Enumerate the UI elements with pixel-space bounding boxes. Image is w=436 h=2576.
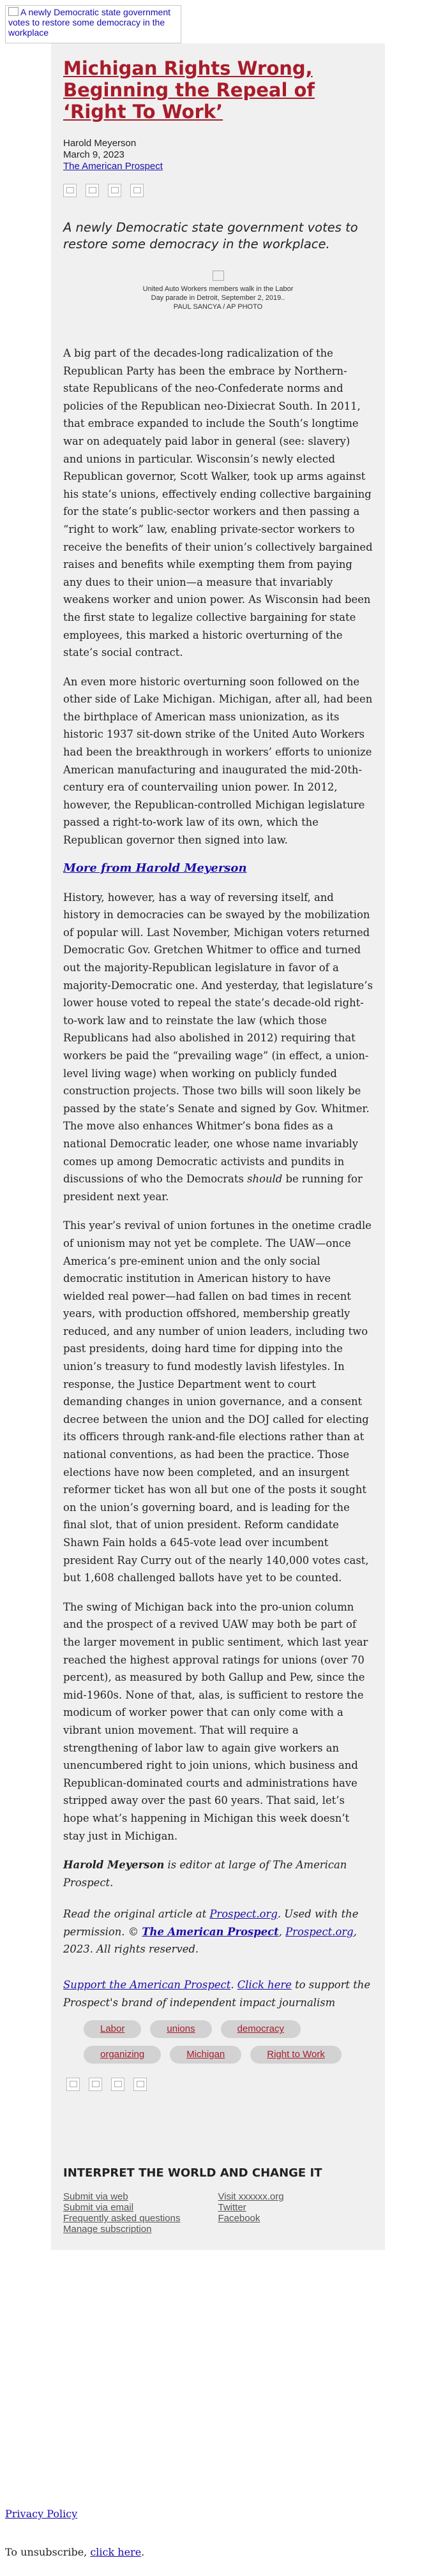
share-icons-bottom bbox=[66, 2078, 373, 2094]
unsubscribe-text: To unsubscribe, bbox=[5, 2546, 91, 2558]
header-image-alt: A newly Democratic state government votes to restore some democracy in the workplace bbox=[8, 7, 170, 38]
click-here-support-link[interactable]: Click here bbox=[237, 1979, 292, 1992]
paragraph: The swing of Michigan back into the pro-union column and the prospect of a revived UAW may both be part of the larger movement in public sentiment, which last year reached the highest approval ratings for unions (over 70 percent), as measured by both Gallup and Pew, since the mid-1960s. None of that, alas, is sufficient to restore the modicum of worker power that can only come with a vibrant union movement. That will require a strengthening of labor law to again give workers an unencumbered right to join unions, which business and Republican-dominated courts and administrations have stripped away over the past 60 years. That said, let’s hope what’s happening in Michigan this week doesn’t stay just in Michigan. bbox=[63, 1600, 368, 1842]
faq-link[interactable]: Frequently asked questions bbox=[63, 2213, 181, 2224]
facebook-link[interactable]: Facebook bbox=[218, 2213, 260, 2224]
image-caption: United Auto Workers members walk in the Labor Day parade in Detroit, September 2, 2019.. PAUL SANCYA / AP PHOTO bbox=[142, 285, 294, 311]
manage-subscription-link[interactable]: Manage subscription bbox=[63, 2224, 152, 2235]
visit-site-link[interactable]: Visit xxxxxx.org bbox=[218, 2191, 284, 2203]
byline bbox=[63, 138, 373, 172]
footer-right-links bbox=[218, 2191, 373, 2235]
paragraph-text: History, however, has a way of reversing itself, and history in democracies can be swayed by the mobilization of popular will. Last November, Michigan voters returned Democratic Gov. Gretchen Whitmer to office and turned out the majority-Republican legislature in favor of a majority-Democratic one. And yesterday, that legislature’s lower house voted to repeal the state’s decade-old right-to-work law and to reinstate the law (which those Republicans had also abolished in 2012) requiring that workers be paid the “prevailing wage” (in effect, a union-level living wage) when working on publicly funded construction projects. Those two bills will soon likely be passed by the state’s Senate and signed by Gov. Whitmer. The move also enhances Whitmer’s bona fides as a national Democratic leader, one whose name invariably comes up among Democratic activists and pundits in discussions of who the bbox=[63, 891, 373, 1186]
orig-pre: Read the original article at bbox=[63, 1908, 210, 1921]
share-twitter-icon[interactable] bbox=[89, 2078, 102, 2091]
article-title[interactable]: Michigan Rights Wrong, Beginning the Repeal of ‘Right To Work’ bbox=[63, 57, 315, 123]
support-note bbox=[63, 1976, 373, 2011]
support-mid: . bbox=[230, 1979, 237, 1992]
tag-organizing[interactable]: organizing bbox=[84, 2046, 161, 2064]
photo-placeholder-icon bbox=[213, 271, 224, 281]
submit-email-link[interactable]: Submit via email bbox=[63, 2202, 134, 2214]
privacy-policy-link[interactable]: Privacy Policy bbox=[5, 2508, 78, 2520]
original-article-note bbox=[63, 1905, 373, 1958]
more-from-author-link[interactable]: More from Harold Meyerson bbox=[63, 861, 247, 875]
american-prospect-link[interactable]: The American Prospect bbox=[142, 1925, 279, 1938]
more-from-author bbox=[63, 861, 373, 876]
unsubscribe-link[interactable]: click here bbox=[90, 2546, 142, 2558]
article-container bbox=[51, 43, 385, 2250]
privacy-policy bbox=[5, 2508, 77, 2520]
tag-right-to-work[interactable]: Right to Work bbox=[250, 2046, 342, 2064]
bio-text: is editor at large of The American Prospect. bbox=[63, 1859, 347, 1889]
paragraph bbox=[63, 889, 373, 1206]
tag-list bbox=[63, 2020, 358, 2064]
article-figure bbox=[142, 271, 295, 311]
share-facebook-icon[interactable] bbox=[66, 2078, 80, 2091]
tag-unions[interactable]: unions bbox=[150, 2020, 211, 2038]
prospect-link[interactable]: Prospect.org bbox=[209, 1908, 278, 1921]
bio-author-name: Harold Meyerson bbox=[63, 1859, 165, 1872]
paragraph: This year’s revival of union fortunes in the onetime cradle of unionism may not yet be complete. The UAW—once America’s pre-eminent union and the only social democratic institution in American history to have wielded real power—had fallen on bad times in recent years, with production offshored, membership greatly reduced, and any number of union leaders, including two past presidents, doing hard time for dipping into the union’s treasury to fund modestly lavish lifestyles. In response, the Justice Department went to court demanding changes in union governance, and a consent decree between the union and the DOJ called for electing its officers through rank-and-file elections rather than at national conventions, as had been the practice. Those elections have now been completed, and an insurgent reformer ticket has won all but one of the posts it sought on the union’s governing board, and is leading for the final slot, that of union president. Reform candidate Shawn Fain holds a 645-vote lead over incumbent president Ray Curry out of the nearly 140,000 votes cast, but 1,608 challenged ballots have yet to be counted. bbox=[63, 1219, 372, 1584]
tag-michigan[interactable]: Michigan bbox=[170, 2046, 241, 2064]
share-linkedin-icon[interactable] bbox=[111, 2078, 124, 2091]
share-email-icon[interactable] bbox=[130, 184, 144, 197]
footer-left-links bbox=[63, 2191, 218, 2235]
emphasis-text: should bbox=[247, 1173, 283, 1186]
article-dek: A newly Democratic state government votes to restore some democracy in the workplace. bbox=[63, 220, 358, 251]
share-icons bbox=[63, 184, 373, 200]
unsubscribe-line bbox=[5, 2546, 144, 2559]
paragraph: An even more historic overturning soon followed on the other side of Lake Michigan. Michigan, after all, had been the birthplace of American mass unionization, as its historic 1937 sit-down strike of the United Auto Workers had been the breakthrough in workers’ efforts to unionize American manufacturing and inaugurated the mid-20th-century era of countervailing union power. In 2012, however, the Republican-controlled Michigan legislature passed a right-to-work law of its own, which the Republican governor then signed into law. bbox=[63, 675, 373, 847]
support-post: to support the Prospect's brand of independent impact journalism bbox=[63, 1979, 371, 2009]
article-body bbox=[63, 345, 373, 1845]
orig-post: , 2023. All rights reserved. bbox=[63, 1925, 357, 1956]
tag-democracy[interactable]: democracy bbox=[221, 2020, 301, 2038]
share-email-icon[interactable] bbox=[133, 2078, 147, 2091]
tag-labor[interactable]: Labor bbox=[84, 2020, 141, 2038]
prospect-link-2[interactable]: Prospect.org bbox=[285, 1925, 354, 1938]
paragraph-text-end2: be running for president next year. bbox=[63, 1173, 363, 1203]
publication-link[interactable]: The American Prospect bbox=[63, 161, 163, 172]
publish-date: March 9, 2023 bbox=[63, 149, 124, 160]
unsubscribe-end: . bbox=[141, 2546, 145, 2558]
share-facebook-icon[interactable] bbox=[63, 184, 77, 197]
orig-mid: . Used with the permission. © bbox=[63, 1908, 359, 1938]
share-linkedin-icon[interactable] bbox=[108, 184, 121, 197]
footer-heading: INTERPRET THE WORLD AND CHANGE IT bbox=[63, 2166, 322, 2180]
paragraph: A big part of the decades-long radicalization of the Republican Party has been the embrace by Northern-state Republicans of the neo-Confederate norms and policies of the Republican neo-Dixiecrat South. In 2011, that embrace expanded to include the South’s longtime war on adequately paid labor in general (see: slavery) and unions in particular. Wisconsin’s newly elected Republican governor, Scott Walker, took up arms against his state’s unions, effectively ending collective bargaining for the state’s public-sector workers and then passing a “right to work” law, enabling private-sector workers to receive the benefits of their union’s collectively bargained raises and benefits while exempting them from paying any dues to their union—a measure that invariably weakens worker and union power. As Wisconsin had been the first state to legalize collective bargaining for state employees, this marked a historic overturning of the state’s social contract. bbox=[63, 347, 373, 659]
author-name: Harold Meyerson bbox=[63, 138, 137, 149]
submit-web-link[interactable]: Submit via web bbox=[63, 2191, 128, 2203]
share-twitter-icon[interactable] bbox=[86, 184, 99, 197]
newsletter-footer bbox=[51, 2129, 385, 2250]
author-bio bbox=[63, 1856, 373, 1891]
header-image bbox=[5, 5, 181, 43]
twitter-link[interactable]: Twitter bbox=[218, 2202, 246, 2214]
paragraph-text-end: Democrats bbox=[186, 1173, 248, 1186]
broken-image-icon bbox=[8, 7, 19, 16]
support-link[interactable]: Support the American Prospect bbox=[63, 1979, 231, 1992]
orig-sep: , bbox=[278, 1925, 286, 1938]
